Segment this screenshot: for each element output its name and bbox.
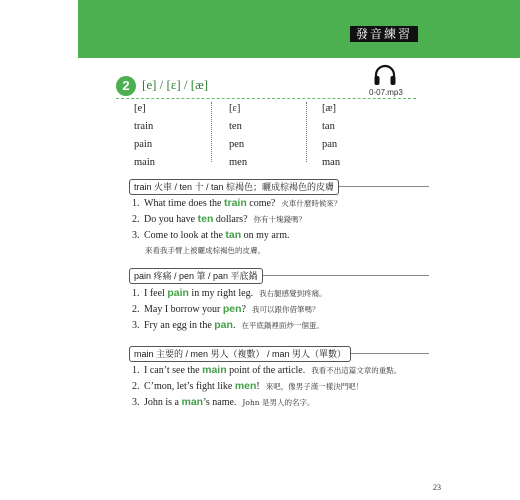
keyword: man [181,396,204,408]
example-sentence: 1. I feel pain in my right leg. 我右腿感覺到疼痛。 [132,287,327,299]
keyword: pain [167,287,189,299]
exercise-number: 2 [116,76,136,96]
example-sentence: 3. Come to look at the tan on my arm. [132,229,290,241]
word: ten [229,121,242,132]
translation: 在平底鍋裡面炒一個蛋。 [241,321,324,330]
phonetic-symbol: [æ] [322,103,336,114]
exercise-header [116,75,416,97]
section-badge: 發音練習 [350,26,418,42]
phonetic-symbol: [ɛ] [229,103,241,114]
translation: 你有十塊錢嗎？ [253,215,307,224]
header-bar [78,0,520,58]
word: pan [322,139,338,150]
translation: 來看我手臂上被曬成棕褐色的皮膚。 [145,246,265,255]
word: main [134,157,155,168]
translation: 來吧，像男子漢一樣決鬥吧！ [265,382,364,391]
example-sentence: 2. C’mon, let’s fight like men! 來吧，像男子漢一樣決鬥吧！ [132,380,364,392]
example-sentence: 2. May I borrow your pen? 我可以跟你借筆嗎？ [132,303,320,315]
word: pain [134,139,153,150]
keyword: pan [214,319,233,331]
topic-label: main 主要的 / men 男人（複數） / man 男人（單數） [129,346,351,362]
page-number: 23 [433,483,441,492]
column-divider [211,102,212,162]
translation: 我右腿感覺到疼痛。 [259,289,327,298]
translation: 我可以跟你借筆嗎？ [252,305,320,314]
topic-label: train 火車 / ten 十 / tan 棕褐色；曬成棕褐色的皮膚 [129,179,339,195]
phonetic-table [134,100,394,166]
translation: 火車什麼時候來？ [281,199,342,208]
phonetic-column [229,100,299,172]
column-divider [306,102,307,162]
example-sentence: 3. John is a man’s name. John 是男人的名字。 [132,396,315,408]
audio-filename: 0-07.mp3 [369,88,403,97]
translation: John 是男人的名字。 [242,398,315,407]
keyword: men [234,380,257,392]
word: men [229,157,248,168]
topic-label: pain 疼痛 / pen 筆 / pan 平底鍋 [129,268,263,284]
word: man [322,157,341,168]
keyword: pen [222,303,242,315]
example-sentence: 2. Do you have ten dollars? 你有十塊錢嗎？ [132,213,307,225]
phonetic-column [322,100,392,172]
keyword: main [202,364,227,376]
keyword: tan [225,229,242,241]
exercise-title: [e] / [ɛ] / [æ] [142,77,209,92]
word: train [134,121,154,132]
phonetic-column [134,100,204,172]
keyword: train [223,197,247,209]
keyword: ten [197,213,214,225]
divider [116,98,416,99]
example-sentence: 1. I can’t see the main point of the article. 我看不出這篇文章的重點。 [132,364,402,376]
word: tan [322,121,335,132]
translation: 我看不出這篇文章的重點。 [311,366,402,375]
example-sentence: 3. Fry an egg in the pan. 在平底鍋裡面炒一個蛋。 [132,319,324,331]
example-sentence: 1. What time does the train come? 火車什麼時候來？ [132,197,342,209]
word: pen [229,139,245,150]
phonetic-symbol: [e] [134,103,146,114]
